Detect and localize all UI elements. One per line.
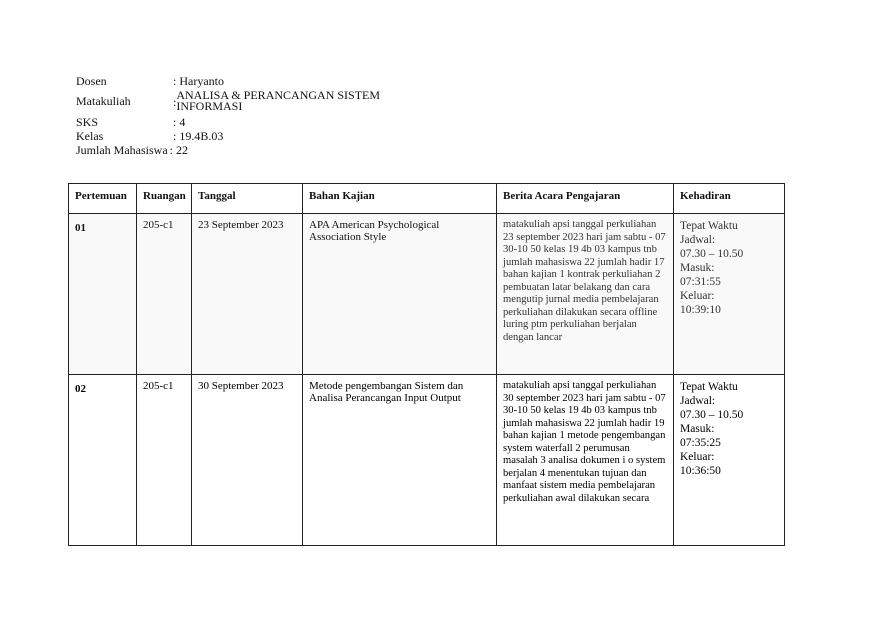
attendance-table — [68, 183, 785, 546]
col-header-berita-acara: Berita Acara Pengajaran — [497, 184, 674, 214]
dosen-row — [76, 75, 406, 88]
jadwal-value: 07.30 – 10.50 — [680, 248, 744, 260]
keluar-value: 10:39:10 — [680, 304, 721, 316]
berita-acara-cell: matakuliah apsi tanggal perkuliahan 23 september 2023 hari jam sabtu - 07 30-10 50 kelas 19 4b 03 kampus tnb jumlah mahasiswa 22 jumlah hadir 17 bahan kajian 1 kontrak perkuliahan 2 pembuatan latar belakang dan cara mengutip jurnal media pembelajaran perkuliahan dilakukan secara offline luring ptm perkuliahan berjalan dengan lancar — [497, 214, 674, 375]
jadwal-label: Jadwal: — [680, 395, 716, 407]
dosen-label: Dosen — [76, 74, 107, 88]
kehadiran-cell — [674, 214, 785, 375]
kelas-row — [76, 130, 406, 143]
matakuliah-row: Matakuliah : ANALISA & PERANCANGAN SISTEM INFORMASI — [76, 90, 406, 112]
col-header-kehadiran: Kehadiran — [674, 184, 785, 214]
jumlah-value: : 22 — [169, 143, 188, 157]
pertemuan-cell: 01 — [69, 214, 137, 375]
pertemuan-cell: 02 — [69, 375, 137, 546]
col-header-ruangan: Ruangan — [137, 184, 192, 214]
matakuliah-label: Matakuliah — [76, 93, 131, 108]
jadwal-label: Jadwal: — [680, 234, 716, 246]
kelas-value: : 19.4B.03 — [173, 129, 224, 143]
keluar-label: Keluar: — [680, 451, 715, 463]
masuk-label: Masuk: — [680, 423, 715, 435]
kehadiran-cell — [674, 375, 785, 546]
table-row — [69, 214, 785, 375]
tanggal-cell: 23 September 2023 — [192, 214, 303, 375]
table-header-row — [69, 184, 785, 214]
kehadiran-status: Tepat Waktu — [680, 381, 738, 393]
jumlah-label: Jumlah Mahasiswa — [76, 143, 168, 157]
keluar-label: Keluar: — [680, 290, 715, 302]
sks-label: SKS — [76, 115, 99, 129]
keluar-value: 10:36:50 — [680, 465, 721, 477]
jadwal-value: 07.30 – 10.50 — [680, 409, 744, 421]
table-row — [69, 375, 785, 546]
kehadiran-status: Tepat Waktu — [680, 220, 738, 232]
masuk-value: 07:31:55 — [680, 276, 721, 288]
col-header-bahan-kajian: Bahan Kajian — [303, 184, 497, 214]
col-header-pertemuan: Pertemuan — [69, 184, 137, 214]
dosen-value: : Haryanto — [173, 74, 224, 88]
berita-acara-cell: matakuliah apsi tanggal perkuliahan 30 september 2023 hari jam sabtu - 07 30-10 50 kelas 19 4b 03 kampus tnb jumlah mahasiswa 22 jumlah hadir 19 bahan kajian 1 metode pengembangan system waterfall 2 perumusan masalah 3 analisa dokumen i o system berjalan 4 menentukan tujuan dan manfaat sistem media pembelajaran perkuliahan awal dilakukan secara — [497, 375, 674, 546]
masuk-label: Masuk: — [680, 262, 715, 274]
bahan-kajian-cell: APA American Psychological Association Style — [303, 214, 497, 375]
matakuliah-value: ANALISA & PERANCANGAN SISTEM INFORMASI — [176, 88, 381, 113]
masuk-value: 07:35:25 — [680, 437, 721, 449]
ruangan-cell: 205-c1 — [137, 375, 192, 546]
course-info — [76, 75, 406, 157]
jumlah-row — [76, 144, 406, 157]
tanggal-cell: 30 September 2023 — [192, 375, 303, 546]
bahan-kajian-cell: Metode pengembangan Sistem dan Analisa Perancangan Input Output — [303, 375, 497, 546]
ruangan-cell: 205-c1 — [137, 214, 192, 375]
sks-row — [76, 116, 406, 129]
col-header-tanggal: Tanggal — [192, 184, 303, 214]
sks-value: : 4 — [173, 115, 186, 129]
kelas-label: Kelas — [76, 129, 104, 143]
